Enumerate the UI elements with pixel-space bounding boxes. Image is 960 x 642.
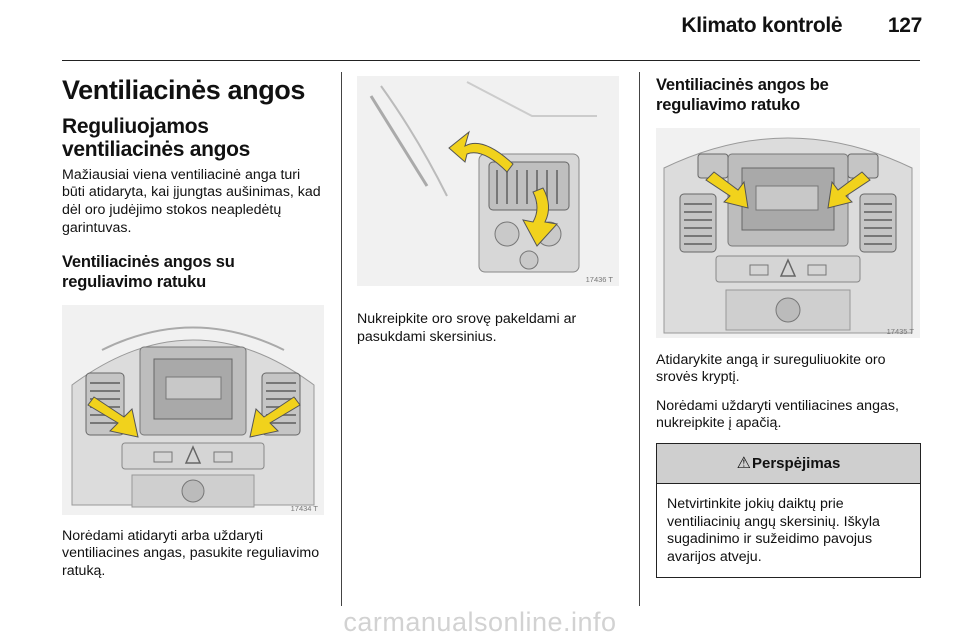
column-divider	[639, 72, 640, 606]
section-heading: Reguliuojamos ventiliacinės angos	[62, 114, 251, 162]
warning-text: Netvirtinkite jokių daiktų prie ventiliacinių angų skersinių. Iškyla sugadinimo ir sužeidimo pavojus avarijos atveju.	[667, 496, 880, 565]
column-middle	[357, 76, 619, 362]
page-header	[681, 14, 922, 38]
dashboard-illustration	[62, 305, 324, 515]
figure-number: 17435 T	[886, 326, 914, 336]
dashboard-illustration	[656, 128, 920, 338]
body-paragraph: Norėdami atidaryti arba uždaryti ventiliacines angas, pasukite reguliavimo ratuką.	[62, 527, 320, 579]
warning-triangle-icon: ⚠	[736, 455, 751, 473]
page-number: 127	[887, 14, 922, 37]
subsection-heading: Ventiliacinės angos be reguliavimo ratuko	[656, 76, 829, 114]
page-heading: Ventiliacinės angos	[62, 75, 305, 105]
column-divider	[341, 72, 342, 606]
watermark: carmanualsonline.info	[343, 607, 617, 637]
vent-closeup-illustration	[357, 76, 619, 286]
warning-box	[656, 443, 921, 578]
vents-without-wheel-figure	[656, 128, 920, 338]
header-divider	[62, 60, 920, 61]
column-right	[656, 76, 921, 578]
vent-direction-figure	[357, 76, 619, 286]
body-paragraph: Nukreipkite oro srovę pakeldami ar pasukdami skersinius.	[357, 311, 577, 345]
body-paragraph: Atidarykite angą ir sureguliuokite oro srovės kryptį.	[656, 351, 886, 386]
section-title: Klimato kontrolė	[681, 14, 843, 37]
subsection-heading: Ventiliacinės angos su reguliavimo ratuku	[62, 253, 235, 291]
body-paragraph: Mažiausiai viena ventiliacinė anga turi būti atidaryta, kai įjungtas aušinimas, kad dėl oro judėjimo stokos neapledėtų garintuvas.	[62, 166, 321, 236]
warning-title: Perspėjimas	[751, 455, 841, 473]
vents-with-wheel-figure	[62, 305, 324, 515]
column-left	[62, 76, 326, 597]
body-paragraph: Norėdami uždaryti ventiliacines angas, nukreipkite į apačią.	[656, 397, 899, 432]
figure-number: 17436 T	[585, 275, 613, 284]
figure-number: 17434 T	[290, 503, 318, 513]
warning-header	[657, 444, 920, 484]
